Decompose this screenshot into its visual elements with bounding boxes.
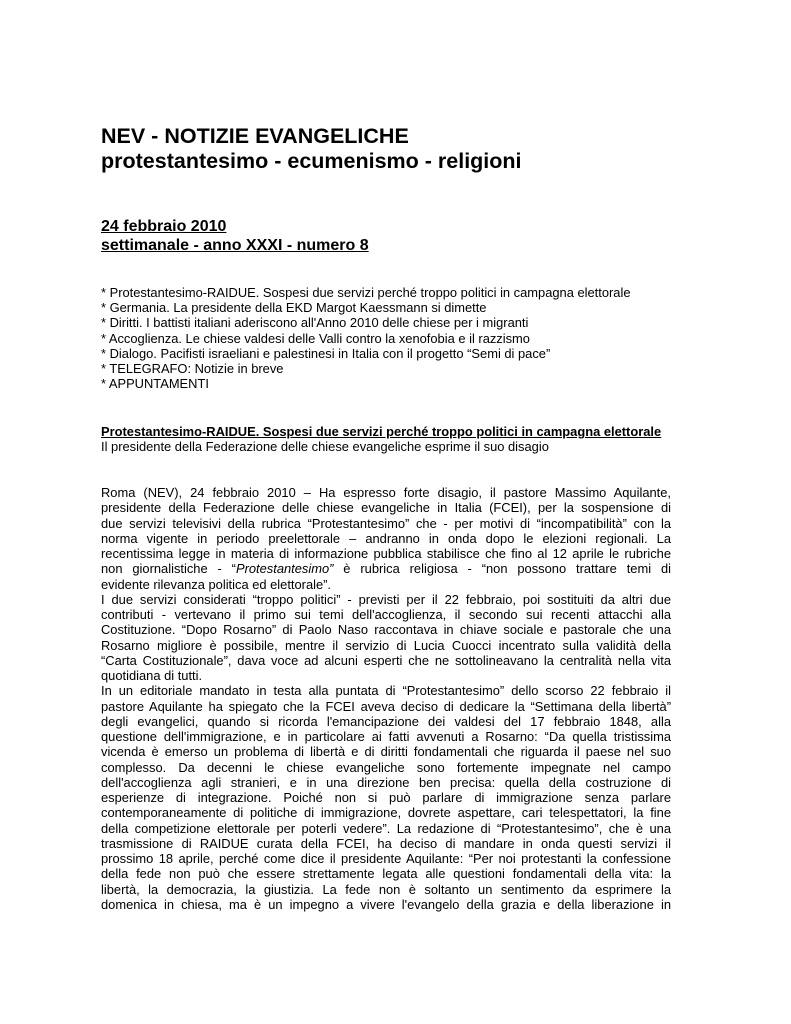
body-line: pastore Aquilante ha spiegato che la FCEI aveva deciso di dedicare la “Settimana della libertà” bbox=[101, 698, 671, 714]
body-line: esperienze di integrazione. Poiché non si può parlare di immigrazione senza parlare bbox=[101, 790, 671, 805]
toc-item: * Protestantesimo-RAIDUE. Sospesi due servizi perché troppo politici in campagna elettorale bbox=[101, 285, 631, 300]
body-line: prossimo 18 aprile, perché come dice il presidente Aquilante: “Per noi protestanti la confessione bbox=[101, 851, 671, 866]
body-line: recentissima legge in materia di informazione pubblica stabilisce che fino al 12 aprile le rubriche bbox=[101, 546, 671, 561]
masthead bbox=[101, 124, 671, 174]
body-line: della competizione elettorale per poterli vedere”. La redazione di “Protestantesimo”, che è una bbox=[101, 820, 671, 836]
publication-title: NEV - NOTIZIE EVANGELICHE bbox=[101, 124, 409, 148]
body-line: Costituzione. “Dopo Rosarno” di Paolo Naso raccontava in chiave sociale e pastorale che una bbox=[101, 622, 671, 638]
article-header bbox=[101, 424, 671, 454]
body-line: presidente della Federazione delle chiese evangeliche in Italia (FCEI), per la sospensione di bbox=[101, 500, 671, 516]
issue-number: settimanale - anno XXXI - numero 8 bbox=[101, 237, 369, 254]
body-line: due servizi televisivi della rubrica “Protestantesimo” che - per motivi di “incompatibilità” con la bbox=[101, 515, 671, 531]
table-of-contents bbox=[101, 285, 671, 391]
body-line-start: non giornalistiche - “ bbox=[101, 561, 236, 577]
publication-subtitle: protestantesimo - ecumenismo - religioni bbox=[101, 149, 522, 173]
article-subtitle: Il presidente della Federazione delle chiese evangeliche esprime il suo disagio bbox=[101, 439, 549, 455]
body-line: Rosarno migliore è possibile, mentre il servizio di Lucia Cuocci incentrato sulla validità della bbox=[101, 637, 671, 653]
body-line: I due servizi considerati “troppo politici” - previsti per il 22 febbraio, poi sostituiti da altri due bbox=[101, 591, 671, 607]
issue-info bbox=[101, 217, 671, 255]
body-line: “Carta Costituzionale”, dava voce ad alcuni esperti che ne sottolineavano la centralità nella vita bbox=[101, 652, 671, 668]
article-title: Protestantesimo-RAIDUE. Sospesi due servizi perché troppo politici in campagna elettorale bbox=[101, 424, 662, 439]
italic-program-name: Protestantesimo” bbox=[235, 561, 334, 577]
body-line: complesso. Da decenni le chiese evangeliche sono fortemente impegnate nel campo bbox=[101, 759, 671, 775]
toc-item: * Germania. La presidente della EKD Margot Kaessmann si dimette bbox=[101, 300, 487, 316]
body-line: dell'accoglienza agli stranieri, e in una direzione ben precisa: quella della costruzione di bbox=[101, 774, 671, 790]
body-line: contributi - vertevano il primo sui temi dell'accoglienza, il secondo sui recenti attacchi alla bbox=[101, 607, 671, 622]
toc-item: * Dialogo. Pacifisti israeliani e palestinesi in Italia con il progetto “Semi di pace” bbox=[101, 345, 551, 361]
toc-item: * APPUNTAMENTI bbox=[101, 376, 209, 392]
body-line: questione dell'immigrazione, e in particolare ai fatti avvenuti a Rosarno: “Da quella tristissima bbox=[101, 729, 671, 744]
body-line-mixed bbox=[101, 561, 671, 576]
body-line: Roma (NEV), 24 febbraio 2010 – Ha espresso forte disagio, il pastore Massimo Aquilante, bbox=[101, 485, 671, 500]
body-line: quotidiana di tutti. bbox=[101, 668, 203, 683]
toc-item: * Diritti. I battisti italiani aderiscono all'Anno 2010 delle chiese per i migranti bbox=[101, 315, 529, 331]
body-line-rest: è rubrica religiosa - “non possono trattare temi di bbox=[333, 561, 671, 577]
body-line: della fede non può che essere strettamente legata alle questioni fondamentali della vita: la bbox=[101, 866, 671, 882]
article-body bbox=[101, 485, 671, 912]
body-line: contemporaneamente di politiche di immigrazione, dovrete aspettare, cari telespettatori, la fine bbox=[101, 805, 671, 821]
toc-item: * Accoglienza. Le chiese valdesi delle Valli contro la xenofobia e il razzismo bbox=[101, 330, 530, 346]
body-line: evidente rilevanza politica ed elettorale”. bbox=[101, 576, 332, 592]
body-line: norma vigente in periodo preelettorale – andranno in onda dopo le elezioni regionali. La bbox=[101, 530, 671, 546]
issue-date: 24 febbraio 2010 bbox=[101, 218, 227, 235]
body-line: degli evangelici, quando si ricorda l'emancipazione dei valdesi del 17 febbraio 1848, alla bbox=[101, 713, 671, 729]
body-line: domenica in chiesa, ma è un impegno a vivere l'evangelo della grazia e della liberazione in bbox=[101, 896, 671, 912]
body-line: libertà, la democrazia, la giustizia. La fede non è soltanto un sentimento da esprimere la bbox=[101, 881, 671, 897]
body-line: vicenda è emerso un problema di libertà e di diritti fondamentali che riguarda il paese nel suo bbox=[101, 744, 671, 760]
body-line: In un editoriale mandato in testa alla puntata di “Protestantesimo” dello scorso 22 febbraio il bbox=[101, 683, 671, 699]
toc-item: * TELEGRAFO: Notizie in breve bbox=[101, 361, 284, 377]
body-line: trasmissione di RAIDUE curata della FCEI, ha deciso di mandare in onda questi servizi il bbox=[101, 835, 671, 851]
